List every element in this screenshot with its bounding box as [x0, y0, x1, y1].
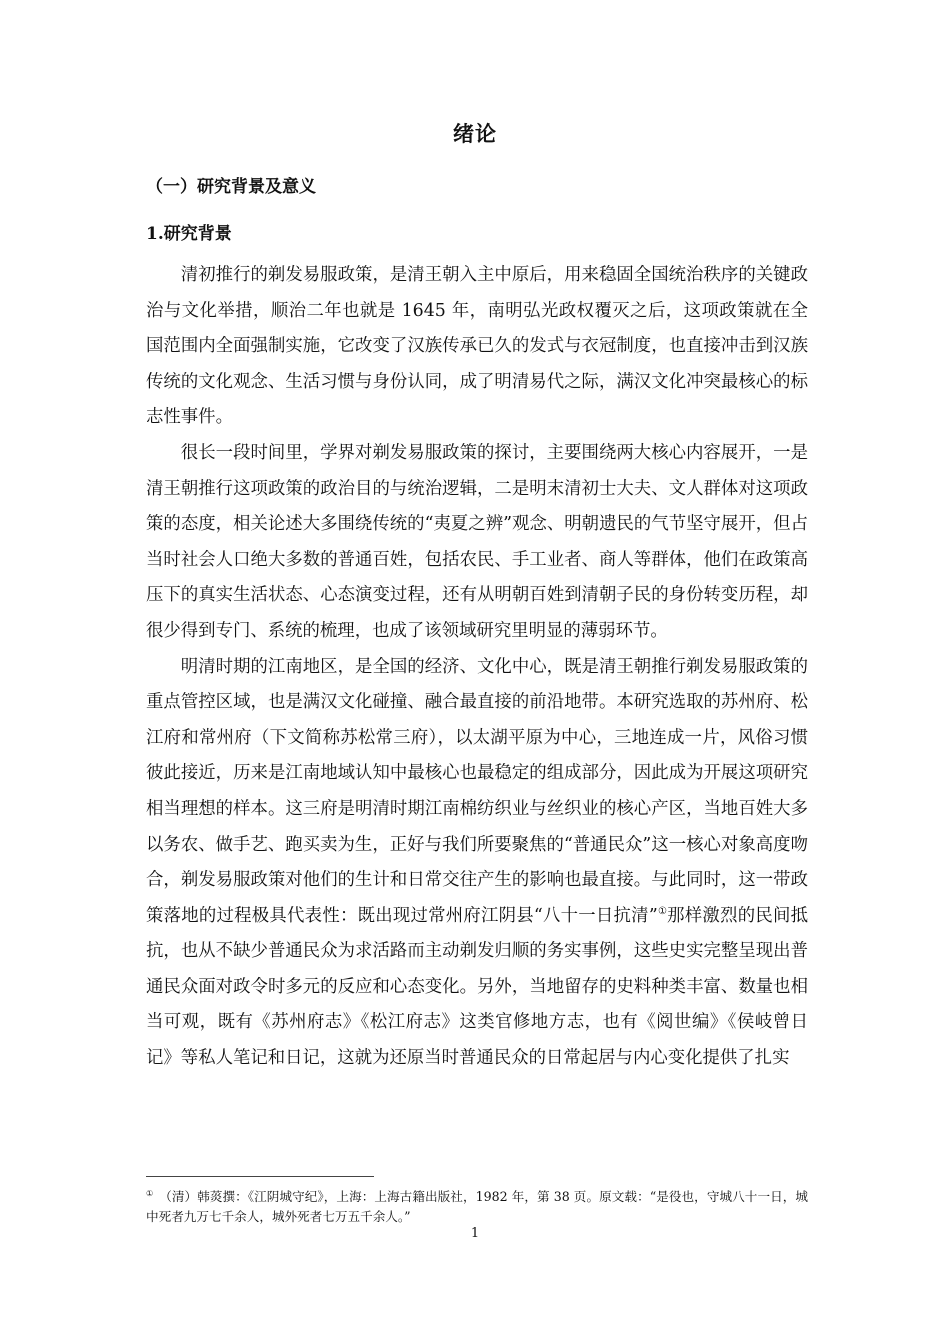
paragraph: 清初推行的剃发易服政策，是清王朝入主中原后，用来稳固全国统治秩序的关键政治与文化举措，顺治二年也就是 1645 年，南明弘光政权覆灭之后，这项政策就在全国范围内全面强制实施，它改变了汉族传承已久的发式与衣冠制度，也直接冲击到汉族传统的文化观念、生活习惯与身份认同，成了明清易代之际，满汉文化冲突最核心的标志性事件。: [146, 265, 808, 428]
footnote-reference[interactable]: ①: [657, 905, 668, 917]
paragraph: 很长一段时间里，学界对剃发易服政策的探讨，主要围绕两大核心内容展开，一是清王朝推行这项政策的政治目的与统治逻辑，二是明末清初士大夫、文人群体对这项政策的态度，相关论述大多围绕传统的“夷夏之辨”观念、明朝遗民的气节坚守展开，但占当时社会人口绝大多数的普通百姓，包括农民、手工业者、商人等群体，他们在政策高压下的真实生活状态、心态演变过程，还有从明朝百姓到清朝子民的身份转变历程，却很少得到专门、系统的梳理，也成了该领域研究里明显的薄弱环节。: [146, 442, 808, 641]
paragraph-text: 明清时期的江南地区，是全国的经济、文化中心，既是清王朝推行剃发易服政策的重点管控区域，也是满汉文化碰撞、融合最直接的前沿地带。本研究选取的苏州府、松江府和常州府（下文简称苏松常三府），以太湖平原为中心，三地连成一片，风俗习惯彼此接近，历来是江南地域认知中最核心也最稳定的组成部分，因此成为开展这项研究相当理想的样本。这三府是明清时期江南棉纺织业与丝织业的核心产区，当地百姓大多以务农、做手艺、跑买卖为生，正好与我们所要聚焦的“普通民众”这一核心对象高度吻合，剃发易服政策对他们的生计和日常交往产生的影响也最直接。与此同时，这一带政策落地的过程极具代表性：既出现过常州府江阴县“八十一日抗清”: [146, 656, 808, 926]
footnote: [146, 1187, 808, 1227]
footnote-mark: ①: [146, 1188, 154, 1198]
body-text: [146, 258, 808, 1077]
section-heading: （一）研究背景及意义: [146, 177, 316, 197]
paragraph: [146, 650, 808, 1077]
footnote-text: （清）韩菼撰：《江阴城守纪》，上海：上海古籍出版社，1982 年，第 38 页。原文载：“是役也，守城八十一日，城中死者九万七千余人，城外死者七万五千余人。”: [146, 1189, 808, 1224]
paragraph-text: 那样激烈的民间抵抗，也从不缺少普通民众为求活路而主动剃发归顺的务实事例，这些史实完整呈现出普通民众面对政令时多元的反应和心态变化。另外，当地留存的史料种类丰富、数量也相当可观，既有《苏州府志》《松江府志》这类官修地方志，也有《阅世编》《侯岐曾日记》等私人笔记和日记，这就为还原当时普通民众的日常起居与内心变化提供了扎实: [146, 905, 808, 1069]
page-title: 绪论: [453, 121, 497, 146]
subsection-heading: 1.研究背景: [146, 224, 232, 244]
page-number: 1: [470, 1226, 480, 1241]
footnote-divider: [146, 1176, 374, 1177]
